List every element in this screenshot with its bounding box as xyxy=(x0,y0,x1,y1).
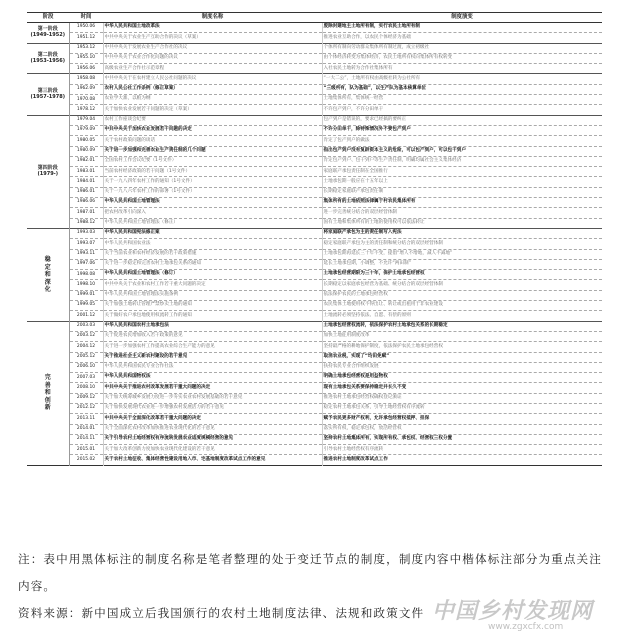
policy-evolution-cell: 包产到户是错误的，要求已经搞的要纠正 xyxy=(322,115,602,125)
date-cell: 1998.08 xyxy=(69,270,103,280)
policy-evolution-cell: 推进农村土地制度改革试点工作 xyxy=(322,455,602,465)
policy-name-cell: 中华人民共和国土地改革法 xyxy=(103,23,322,33)
table-row xyxy=(27,321,602,331)
policy-evolution-cell: 肯定包产到户、包干到户等生产责任制，明确均属社会主义集体经济 xyxy=(322,156,602,166)
stage-label: 化 xyxy=(44,286,51,294)
policy-evolution-cell: 依法保护农民的土地承包经营权 xyxy=(322,290,602,300)
table-row xyxy=(27,187,602,197)
policy-name-cell: 中共中央关于发展农业生产合作社的决议 xyxy=(103,43,322,53)
policy-name-cell: 中共中央关于推进农村改革发展若干重大问题的决定 xyxy=(103,383,322,393)
policy-name-cell: 关于一九八六年农村工作的部署（1号文件） xyxy=(103,187,322,197)
date-cell: 1950.06 xyxy=(69,23,103,33)
policy-evolution-cell: 延长土地承包期，小调整，不允许“两田制” xyxy=(322,259,602,269)
date-cell: 1955.10 xyxy=(69,53,103,63)
policy-evolution-cell: 废除封建地主土地所有制，实行农民土地所有制 xyxy=(323,24,420,30)
watermark-logo: 中国乡村发现网 xyxy=(432,598,594,624)
policy-evolution-cell: 赋予农民更多财产权利，允许承包经营权抵押、担保 xyxy=(322,414,602,424)
policy-evolution-cell: 明确土地承包经营权是用益物权 xyxy=(322,373,602,383)
stage-label: (1957-1978) xyxy=(30,93,65,100)
table-row xyxy=(27,115,602,125)
policy-name-cell: 中华人民共和国农村土地承包法 xyxy=(103,321,322,331)
policy-name-cell: 农业学大寨，以粮为纲 xyxy=(103,95,322,105)
table-row xyxy=(27,362,602,372)
policy-name-cell: 中华人民共和国农民专业合作社法 xyxy=(103,362,322,372)
table-row xyxy=(27,280,602,290)
policy-evolution-cell: 推进农村土地承包经营权确权登记颁证 xyxy=(322,393,602,403)
policy-evolution-cell: 将家庭联产承包为主的责任制写入宪法 xyxy=(322,228,602,238)
policy-name-cell: 当前农村经济政策的若干问题（1号文件） xyxy=(103,167,322,177)
date-cell: 1999.01 xyxy=(69,290,103,300)
table-row xyxy=(27,403,602,413)
table-row xyxy=(27,239,602,249)
table-row xyxy=(27,64,602,74)
date-cell: 1956.06 xyxy=(69,64,103,74)
stage-label: 善 xyxy=(44,381,51,389)
policy-name-cell: 中共中央关于农业和农村工作若干重大问题的决定 xyxy=(103,280,322,290)
policy-name-cell: 中共中央关于农业生产互助合作的决议（草案） xyxy=(103,33,322,43)
header-stage: 阶段 xyxy=(27,13,69,23)
table-row xyxy=(27,249,602,259)
stage-label: 和 xyxy=(44,271,51,279)
policy-evolution-cell: 入社农民土地转为合作社集体所有 xyxy=(322,64,602,74)
policy-name-cell: 关于引导农村土地经营权有序流转发展农业适度规模经营的意见 xyxy=(103,434,322,444)
table-row xyxy=(27,290,602,300)
policy-evolution-cell: 土地流转必须坚持依法、自愿、有偿的原则 xyxy=(322,311,602,321)
stage-label: (1949-1952) xyxy=(30,31,65,38)
policy-name-cell: 关于全面深化农村改革加快推进农业现代化的若干意见 xyxy=(103,424,322,434)
stage-cell xyxy=(27,228,69,321)
table-row xyxy=(27,383,602,393)
policy-evolution-cell: 国有土地和集体所有的土地的使用权可以依法转让 xyxy=(322,218,602,228)
policy-evolution-cell: 取消农业税，实现了“均田免赋” xyxy=(322,352,602,362)
date-cell: 2014.01 xyxy=(69,424,103,434)
stage-cell xyxy=(27,321,69,465)
table-row xyxy=(27,177,602,187)
date-cell: 1993.11 xyxy=(69,249,103,259)
table-row xyxy=(27,53,602,63)
date-cell: 1980.09 xyxy=(69,146,103,156)
date-cell: 2001.12 xyxy=(69,311,103,321)
policy-name-cell: 关于做好农户承包地使用权流转工作的通知 xyxy=(103,311,322,321)
date-cell: 1962.09 xyxy=(69,84,103,94)
policy-name-cell: 把农村改革引向深入 xyxy=(103,208,322,218)
stage-label: 定 xyxy=(44,263,51,271)
policy-evolution-cell: 集体所有的土地依照法律属于村农民集体所有 xyxy=(322,198,602,208)
policy-name-cell: 关于促进农民增加收入若干政策的意见 xyxy=(103,331,322,341)
policy-evolution-cell: 坚持农村土地集体所有，实现所有权、承包权、经营权三权分置 xyxy=(322,434,602,444)
date-cell: 1983.01 xyxy=(69,167,103,177)
date-cell: 1951.12 xyxy=(69,33,103,43)
table-row xyxy=(27,218,602,228)
stage-label: 稳 xyxy=(44,256,51,264)
date-cell: 2003.12 xyxy=(69,331,103,341)
header-evolution: 制度演变 xyxy=(322,13,602,23)
policy-name-cell: 中华人民共和国土地管理法实施条例 xyxy=(103,290,322,300)
table-row xyxy=(27,301,602,311)
stage-label: 第二阶段 xyxy=(37,51,58,58)
table-row xyxy=(27,352,602,362)
stage-label: (1953-1956) xyxy=(30,57,65,64)
policy-name-cell: 关于农村土地征收、集体经营性建设用地入市、宅基地制度改革试点工作的意见 xyxy=(103,455,322,465)
policy-evolution-cell: 推进农业互助合作，以农民个体经济为基础 xyxy=(322,33,602,43)
table-row xyxy=(27,434,602,444)
watermark-url: www.zgxcfx.com xyxy=(488,622,564,632)
stage-label: (1979-) xyxy=(37,170,59,177)
policy-evolution-cell: 家庭联产承包责任制在全国推行 xyxy=(322,167,602,177)
policy-evolution-cell: 坚持最严格的耕地保护制度，依法保护农民土地承包经营权 xyxy=(322,342,602,352)
date-cell: 1978.12 xyxy=(69,105,103,115)
table-row xyxy=(27,445,602,455)
date-cell: 1988.12 xyxy=(69,218,103,228)
policy-evolution-cell: 土地集体所有，集体统一经营 xyxy=(322,95,602,105)
table-body xyxy=(27,23,602,466)
policy-name-cell: 全国农村工作会议纪要（1号文件） xyxy=(103,156,322,166)
date-cell: 2006.10 xyxy=(69,362,103,372)
policy-name-cell: 中共中央关于全面深化改革若干重大问题的决定 xyxy=(103,414,322,424)
policy-name-cell: 关于加强土地转让管理严禁炒卖土地的通知 xyxy=(103,301,322,311)
date-cell: 2012.12 xyxy=(69,403,103,413)
table-header-row xyxy=(27,13,602,23)
table-row xyxy=(27,146,602,156)
policy-name-cell: 关于加大统筹城乡发展力度进一步夯实农业农村发展基础的若干意见 xyxy=(103,393,322,403)
policy-evolution-cell: 进一步完善统分结合的双层经营体制 xyxy=(322,208,602,218)
stage-cell xyxy=(27,43,69,74)
stage-cell xyxy=(27,74,69,115)
table-source: 资料来源：新中国成立后我国颁行的农村土地制度法律、法规和政策文件 xyxy=(18,606,425,620)
policy-evolution-cell: 肯定了包产到户的做法 xyxy=(322,136,602,146)
date-cell: 1993.03 xyxy=(69,228,103,238)
table-row xyxy=(27,84,602,94)
policy-name-cell: 中华人民共和国农业法 xyxy=(103,239,322,249)
policy-name-cell: 关于进一步稳定和完善农村土地承包关系的通知 xyxy=(103,259,322,269)
table-row xyxy=(27,270,602,280)
policy-name-cell: 关于农村政策问题的谈话 xyxy=(103,136,322,146)
policy-evolution-cell: 稳定农村土地承包关系，引导土地经营权有序流转 xyxy=(322,403,602,413)
table-row xyxy=(27,105,602,115)
table-row xyxy=(27,455,602,465)
stage-label: 完 xyxy=(44,374,51,382)
policy-name-cell: 高级农业生产合作社示范章程 xyxy=(103,64,322,74)
policy-evolution-cell: 稳定家庭联产承包为主的责任制和统分结合的双层经营体制 xyxy=(322,239,602,249)
stage-label: 创 xyxy=(44,396,51,404)
date-cell: 2003.03 xyxy=(69,321,103,331)
policy-evolution-cell: 土地承包经营期限为三十年，保护土地承包经营权 xyxy=(322,270,602,280)
header-date: 时间 xyxy=(69,13,103,23)
policy-evolution-cell: “三级所有，队为基础”，以生产队为基本核算单位 xyxy=(322,84,602,94)
policy-evolution-cell: 落实所有权，稳定承包权，放活经营权 xyxy=(322,424,602,434)
policy-evolution-cell: 土地承包期再延长三十年不变，提倡“增人不增地，减人不减地” xyxy=(322,249,602,259)
date-cell: 2014.11 xyxy=(69,434,103,444)
stage-label: 第三阶段 xyxy=(37,87,58,94)
table-row xyxy=(27,414,602,424)
stage-cell xyxy=(27,23,69,44)
table-row xyxy=(27,33,602,43)
date-cell: 1984.01 xyxy=(69,177,103,187)
table-row xyxy=(27,23,602,33)
policy-evolution-cell: 长期稳定家庭联产承包责任制 xyxy=(322,187,602,197)
table-row xyxy=(27,95,602,105)
policy-name-cell: 中华人民共和国土地管理法 xyxy=(103,198,322,208)
land-policy-table xyxy=(27,12,602,466)
policy-evolution-cell: 指出包产到户没有复辟资本主义的危险，可以包产到户，可以包干到户 xyxy=(322,146,602,156)
date-cell: 1953.12 xyxy=(69,43,103,53)
policy-name-cell: 中华人民共和国土地管理法（修订） xyxy=(103,270,322,280)
date-cell: 2007.03 xyxy=(69,373,103,383)
table-row xyxy=(27,125,602,135)
policy-name-cell: 中共中央关于在农村建立人民公社问题的决议 xyxy=(103,74,322,84)
date-cell: 1979.09 xyxy=(69,125,103,135)
policy-name-cell: 中华人民共和国物权法 xyxy=(103,373,322,383)
policy-name-cell: 中华人民共和国宪法修正案 xyxy=(103,228,322,238)
policy-evolution-cell: “一大二公”，土地所有权由高级社转为公社所有 xyxy=(322,74,602,84)
table-row xyxy=(27,311,602,321)
date-cell: 1993.07 xyxy=(69,239,103,249)
policy-evolution-cell: 扶持农民专业合作组织发展 xyxy=(322,362,602,372)
date-cell: 1986.06 xyxy=(69,198,103,208)
stage-label: 深 xyxy=(44,278,51,286)
policy-name-cell: 关于一九八四年农村工作的通知（1号文件） xyxy=(103,177,322,187)
policy-evolution-cell: 引导农村土地经营权有序流转 xyxy=(322,445,602,455)
stage-cell xyxy=(27,115,69,228)
policy-name-cell: 农村工作座谈会纪要 xyxy=(103,115,322,125)
date-cell: 1998.10 xyxy=(69,280,103,290)
table-row xyxy=(27,136,602,146)
date-cell: 2013.11 xyxy=(69,414,103,424)
stage-label: 新 xyxy=(44,404,51,412)
table-row xyxy=(27,393,602,403)
policy-evolution-cell: 长期稳定以家庭承包经营为基础、统分结合的双层经营体制 xyxy=(322,280,602,290)
table-row xyxy=(27,43,602,53)
header-name: 制度名称 xyxy=(103,13,322,23)
policy-evolution-cell: 不许分田单干，除特殊情况外不要包产到户 xyxy=(322,125,602,135)
table-note: 注：表中用黑体标注的制度名称是笔者整理的处于变迁节点的制度，制度内容中楷体标注部分为重点关注内容。 xyxy=(18,552,602,593)
date-cell: 1958.08 xyxy=(69,74,103,84)
date-cell: 2009.12 xyxy=(69,393,103,403)
policy-evolution-cell: 个体所有制向劳动群众集体所有制过渡，成立初级社 xyxy=(322,43,602,53)
policy-name-cell: 关于进一步加强和完善农业生产责任制的几个问题 xyxy=(103,146,322,156)
stage-label: 和 xyxy=(44,389,51,397)
date-cell: 2015.02 xyxy=(69,455,103,465)
policy-evolution-cell: 加快土地征用制度改革 xyxy=(322,331,602,341)
policy-evolution-cell: 土地承包期一般应在十五年以上 xyxy=(322,177,602,187)
policy-evolution-cell: 由个体经济转变为集体经济，农民土地所有权向集体所有权转变 xyxy=(322,53,602,63)
policy-name-cell: 关于当前农业和农村经济发展的若干政策措施 xyxy=(103,249,322,259)
stage-label: 第一阶段 xyxy=(37,26,58,33)
date-cell: 1986.01 xyxy=(69,187,103,197)
table-row xyxy=(27,424,602,434)
policy-name-cell: 关于推进社会主义新农村建设的若干意见 xyxy=(103,352,322,362)
policy-evolution-cell: 不许包产到户，不许分田单干 xyxy=(322,105,602,115)
date-cell: 2015.01 xyxy=(69,445,103,455)
date-cell: 1979.04 xyxy=(69,115,103,125)
policy-name-cell: 农村人民公社工作条例（修正草案） xyxy=(103,84,322,94)
table-row xyxy=(27,259,602,269)
policy-evolution-cell: 农民集体土地使用权不得出让、转让或出租用于非农业建设 xyxy=(322,301,602,311)
table-row xyxy=(27,373,602,383)
policy-evolution-cell: 土地承包经营权流转，依法保护农村土地承包关系的长期稳定 xyxy=(322,321,602,331)
policy-name-cell: 中共中央关于农业合作化问题的决议 xyxy=(103,53,322,63)
table-row xyxy=(27,156,602,166)
date-cell: 1970.08 xyxy=(69,95,103,105)
date-cell: 1982.01 xyxy=(69,156,103,166)
table-row xyxy=(27,74,602,84)
table-row xyxy=(27,331,602,341)
policy-name-cell: 关于加快发展现代农业进一步增强农村发展活力的若干意见 xyxy=(103,403,322,413)
date-cell: 2004.12 xyxy=(69,342,103,352)
table-row xyxy=(27,342,602,352)
policy-name-cell: 中共中央关于加快农业发展若干问题的决定 xyxy=(103,125,322,135)
policy-name-cell: 关于加快农业发展若干问题的决定（草案） xyxy=(103,105,322,115)
stage-label: 第四阶段 xyxy=(37,165,58,172)
table-row xyxy=(27,198,602,208)
policy-name-cell: 中华人民共和国土地管理法（修正） xyxy=(103,218,322,228)
date-cell: 1997.06 xyxy=(69,259,103,269)
date-cell: 2008.10 xyxy=(69,383,103,393)
date-cell: 2005.12 xyxy=(69,352,103,362)
date-cell: 1980.05 xyxy=(69,136,103,146)
date-cell: 1999.05 xyxy=(69,301,103,311)
table-row xyxy=(27,167,602,177)
policy-evolution-cell: 现有土地承包关系要保持稳定并长久不变 xyxy=(322,383,602,393)
policy-name-cell: 关于加大改革创新力度加快农业现代化建设的若干意见 xyxy=(103,445,322,455)
date-cell: 1987.01 xyxy=(69,208,103,218)
table-row xyxy=(27,228,602,238)
policy-name-cell: 关于进一步加强农村工作提高农业综合生产能力的意见 xyxy=(103,342,322,352)
table-row xyxy=(27,208,602,218)
